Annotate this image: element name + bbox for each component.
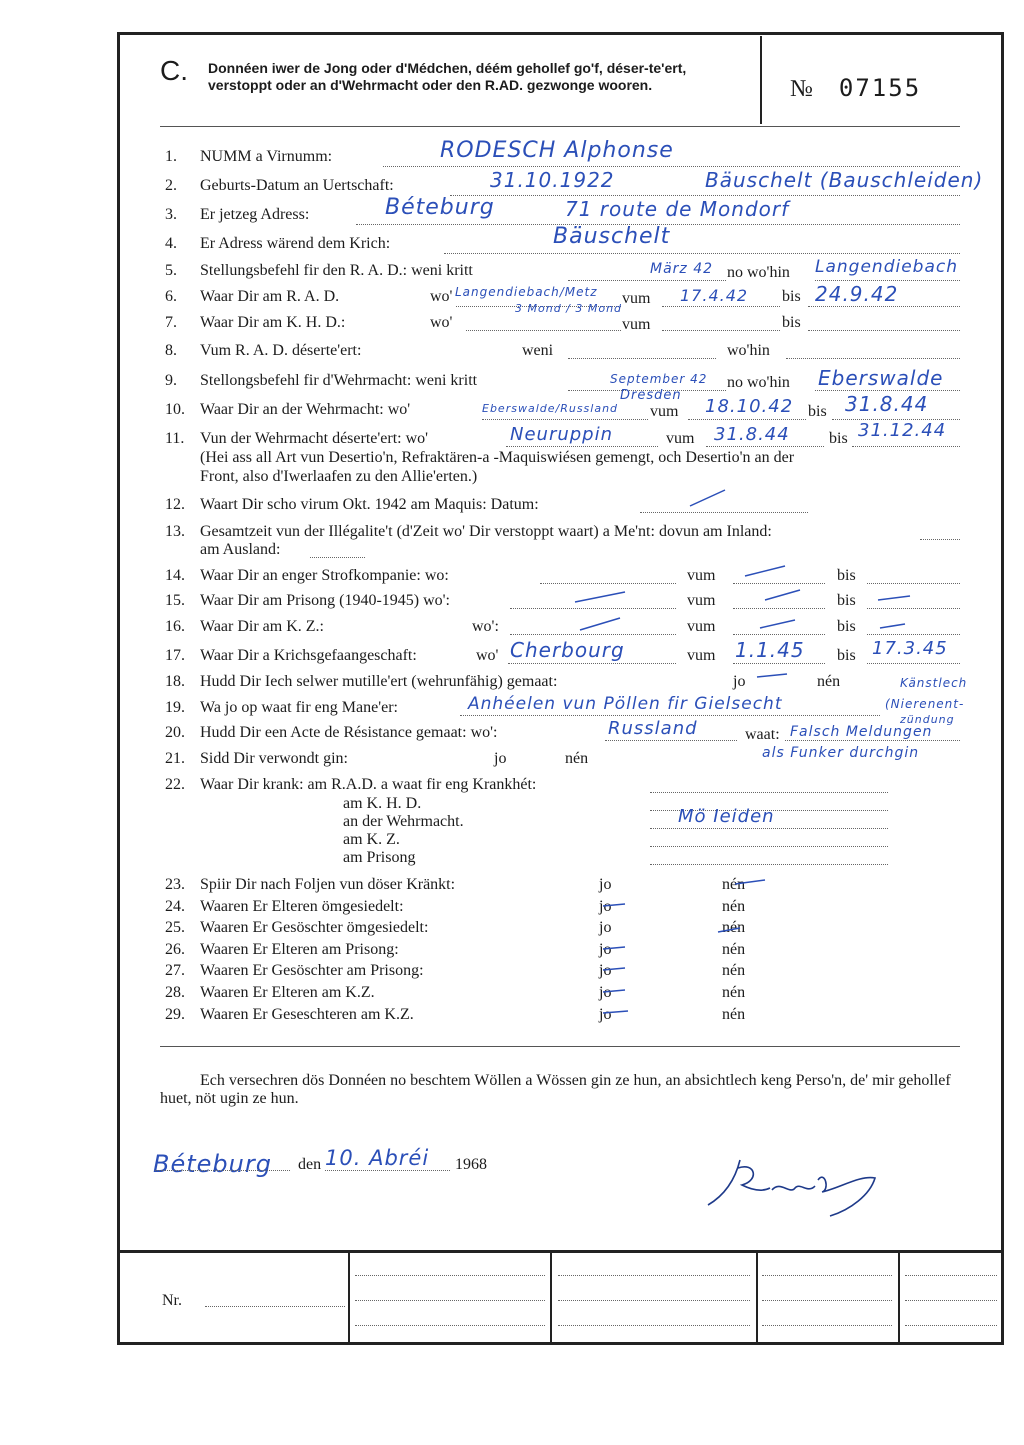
hw-rad-to: 24.9.42	[815, 282, 899, 306]
field-row-27: 27. Waaren Er Gesöschter am Prisong:	[165, 962, 424, 979]
line	[558, 1275, 750, 1276]
label-wo: wo'	[430, 314, 453, 331]
label-nen: nén	[722, 898, 746, 915]
field-row-18: 18. Hudd Dir Iech selwer mutille'ert (wehrunfähig) gemaat:	[165, 673, 558, 690]
hw-address-town: Béteburg	[385, 195, 495, 220]
line	[355, 1325, 545, 1326]
label-vum: vum	[687, 567, 716, 584]
section-rule	[160, 1046, 960, 1047]
label-bis: bis	[829, 430, 848, 447]
label-bis: bis	[837, 567, 856, 584]
hw-desert-from: 31.8.44	[714, 424, 790, 445]
hw-resistance-where: Russland	[608, 718, 698, 739]
number-sign: №	[790, 76, 815, 102]
label-nen: nén	[722, 984, 746, 1001]
hw-place-signed: Béteburg	[153, 1150, 272, 1178]
hw-birth-place: Bäuschelt (Bauschleiden)	[705, 168, 984, 192]
label-nen: nén	[722, 1006, 746, 1023]
label-bis: bis	[837, 592, 856, 609]
hw-manner-side1: Känstlech	[900, 676, 968, 690]
field-row-13: 13. Gesamtzeit vun der Illégalite't (d'Zeit wo' Dir verstoppt waart) a Me'nt: dovun am Inland:	[165, 523, 772, 540]
label-bis: bis	[808, 403, 827, 420]
label-nr: Nr.	[162, 1292, 182, 1309]
label-jo: jo	[599, 941, 612, 958]
line	[762, 1300, 892, 1301]
label-jo: jo	[494, 750, 507, 767]
field-row-8: 8. Vum R. A. D. déserte'ert:	[165, 342, 362, 359]
hw-resistance-what2: als Funker durchgin	[762, 745, 920, 761]
note-line-2: Front, also d'Iwerlaafen zu den Allie'erten.)	[200, 468, 478, 485]
hw-pow-where: Cherbourg	[510, 638, 625, 662]
hw-wm-from: 18.10.42	[705, 396, 794, 417]
field-row-1: 1. NUMM a Virnumm:	[165, 148, 333, 165]
hw-illness: Mö Ieiden	[678, 806, 775, 827]
field-row-29: 29. Waaren Er Geseschteren am K.Z.	[165, 1006, 414, 1023]
field-row-12: 12. Waart Dir scho virum Okt. 1942 am Maquis: Datum:	[165, 496, 539, 513]
label-sub-wehrmacht: an der Wehrmacht.	[343, 813, 464, 830]
field-row-25: 25. Waaren Er Gesöschter ömgesiedelt:	[165, 919, 429, 936]
table-divider	[898, 1253, 900, 1343]
label-bis: bis	[782, 314, 801, 331]
hw-pow-to: 17.3.45	[872, 638, 948, 659]
label-weni: weni	[522, 342, 554, 359]
label-jo: jo	[599, 898, 612, 915]
hw-wm-order-place: Eberswalde	[818, 366, 944, 390]
hw-wm-to: 31.8.44	[845, 392, 929, 416]
label-jo: jo	[599, 876, 612, 893]
label-sub-prisong: am Prisong	[343, 849, 416, 866]
field-row-19: 19. Wa jo op waat fir eng Mane'er:	[165, 699, 398, 716]
hw-manner-side3: zündung	[900, 713, 955, 726]
hw-name: RODESCH Alphonse	[440, 138, 674, 163]
field-row-11: 11. Vun der Wehrmacht déserte'ert: wo'	[165, 430, 429, 447]
number-value: 07155	[838, 74, 922, 102]
label-jo: jo	[599, 984, 612, 1001]
field-row-16: 16. Waar Dir am K. Z.:	[165, 618, 324, 635]
label-nen: nén	[565, 750, 589, 767]
line	[558, 1300, 750, 1301]
label-nen: nén	[722, 941, 746, 958]
field-row-9: 9. Stellongsbefehl fir d'Wehrmacht: weni kritt	[165, 372, 478, 389]
label-jo: jo	[733, 673, 746, 690]
line	[355, 1275, 545, 1276]
hw-rad-from: 17.4.42	[680, 286, 749, 305]
label-den: den	[298, 1156, 322, 1173]
line	[905, 1300, 997, 1301]
label-no-wohin: no wo'hin	[727, 264, 790, 281]
hw-wm-where: Eberswalde/Russland	[482, 402, 619, 415]
field-row-21: 21. Sidd Dir verwondt gin:	[165, 750, 348, 767]
label-nen: nén	[722, 962, 746, 979]
table-divider	[348, 1253, 350, 1343]
label-sub-khd: am K. H. D.	[343, 795, 422, 812]
field-row-26: 26. Waaren Er Elteren am Prisong:	[165, 941, 399, 958]
hw-war-address: Bäuschelt	[553, 224, 671, 249]
label-wo: wo':	[472, 618, 499, 635]
table-divider	[550, 1253, 552, 1343]
field-row-2: 2. Geburts-Datum an Uertschaft:	[165, 177, 394, 194]
field-row-28: 28. Waaren Er Elteren am K.Z.	[165, 984, 375, 1001]
label-wo: wo'	[476, 647, 499, 664]
field-row-23: 23. Spiir Dir nach Foljen vun döser Kränkt:	[165, 876, 456, 893]
field-row-24: 24. Waaren Er Elteren ömgesiedelt:	[165, 898, 404, 915]
hw-manner: Anhéelen vun Pöllen fir Gielsecht	[468, 694, 783, 714]
label-no-wohin: no wo'hin	[727, 374, 790, 391]
line	[155, 1170, 290, 1171]
label-wohin: wo'hin	[727, 342, 770, 359]
label-jo: jo	[599, 1006, 612, 1023]
label-bis: bis	[837, 618, 856, 635]
hw-rad-order-place: Langendiebach	[815, 257, 958, 277]
label-waat: waat:	[745, 726, 780, 743]
line	[905, 1275, 997, 1276]
label-jo: jo	[599, 962, 612, 979]
label-nen: nén	[817, 673, 841, 690]
line	[762, 1275, 892, 1276]
field-row-17: 17. Waar Dir a Krichsgefaangeschaft:	[165, 647, 417, 664]
line	[762, 1325, 892, 1326]
field-row-5: 5. Stellungsbefehl fir den R. A. D.: weni kritt	[165, 262, 473, 279]
section-letter: C.	[160, 55, 188, 86]
field-row-15: 15. Waar Dir am Prisong (1940-1945) wo':	[165, 592, 450, 609]
line	[355, 1300, 545, 1301]
hw-desert-where: Neuruppin	[510, 424, 614, 445]
hw-pow-from: 1.1.45	[735, 638, 805, 662]
label-wo: wo'	[430, 288, 453, 305]
line	[905, 1325, 997, 1326]
label-sub-kz: am K. Z.	[343, 831, 400, 848]
field-row-3: 3. Er jetzeg Adress:	[165, 206, 310, 223]
office-table	[120, 1250, 1002, 1345]
label-vum: vum	[687, 592, 716, 609]
declaration-text: Ech versechren dös Donnéen no beschtem Wöllen a Wössen gin ze hun, an absichtlech keng Perso'n, de' mir gehollef huet, nöt ugin ze hun.	[160, 1072, 951, 1107]
hw-rad-where: Langendiebach/Metz	[455, 285, 598, 299]
label-ausland: am Ausland:	[200, 541, 281, 558]
label-nen: nén	[722, 876, 746, 893]
hw-rad-order-date: März 42	[650, 261, 714, 277]
field-row-10: 10. Waar Dir an der Wehrmacht: wo'	[165, 401, 411, 418]
note-line-1: (Hei ass all Art vun Desertio'n, Refraktären-a -Maquiswiésen gemengt, och Desertio'n an der	[200, 449, 795, 466]
label-vum: vum	[650, 403, 679, 420]
label-vum: vum	[622, 290, 651, 307]
hw-resistance-what1: Falsch Meldungen	[790, 724, 933, 740]
hw-manner-side2: (Nierenent-	[885, 697, 965, 711]
line	[205, 1306, 345, 1307]
label-vum: vum	[622, 316, 651, 333]
label-vum: vum	[666, 430, 695, 447]
label-jo: jo	[599, 919, 612, 936]
table-divider	[756, 1253, 758, 1343]
hw-wm-order-date: September 42	[610, 372, 708, 386]
label-vum: vum	[687, 618, 716, 635]
label-bis: bis	[837, 647, 856, 664]
hw-address-street: 71 route de Mondorf	[565, 197, 790, 221]
field-row-7: 7. Waar Dir am K. H. D.:	[165, 314, 346, 331]
field-row-14: 14. Waar Dir an enger Strofkompanie: wo:	[165, 567, 449, 584]
label-nen: nén	[722, 919, 746, 936]
form-title: Donnéen iwer de Jong oder d'Médchen, déém gehollef go'f, déser-te'ert, verstoppt oder an d'Wehrmacht oder den R.AD. gezwonge wooren.	[208, 60, 687, 93]
year: 1968	[455, 1156, 487, 1173]
hw-day-month: 10. Abréi	[325, 1146, 430, 1170]
field-row-22: 22. Waar Dir krank: am R.A.D. a waat fir eng Krankhét:	[165, 776, 537, 793]
signature	[700, 1150, 890, 1220]
hw-wm-dresden: Dresden	[620, 388, 682, 403]
field-row-6: 6. Waar Dir am R. A. D.	[165, 288, 340, 305]
field-row-4: 4. Er Adress wärend dem Krich:	[165, 235, 391, 252]
line	[325, 1170, 450, 1171]
label-bis: bis	[782, 288, 801, 305]
hw-rad-note: 3 Mond / 3 Mond	[515, 302, 623, 315]
hw-desert-to: 31.12.44	[858, 420, 947, 441]
label-vum: vum	[687, 647, 716, 664]
line	[558, 1325, 750, 1326]
field-row-20: 20. Hudd Dir een Acte de Résistance gemaat: wo':	[165, 724, 498, 741]
hw-birth-date: 31.10.1922	[490, 168, 615, 192]
